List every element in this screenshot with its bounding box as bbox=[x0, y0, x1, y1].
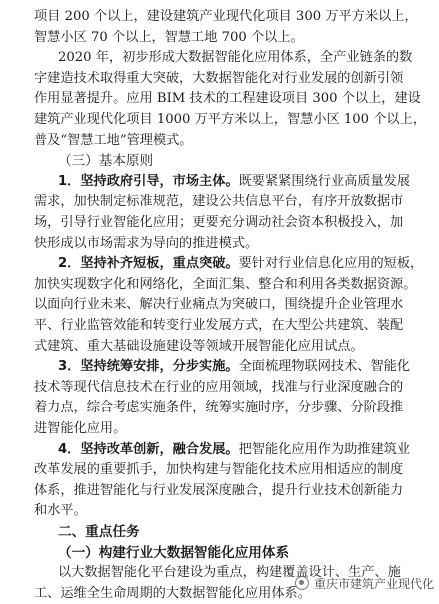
text-line: 工、运维全生命周期的大数据智能化应用体系。 bbox=[34, 585, 311, 601]
text-line: 智慧小区 70 个以上，智慧工地 700 个以上。 bbox=[34, 29, 304, 45]
principle-3-lead: 3．坚持统筹安排，分步实施。 bbox=[58, 359, 239, 375]
text-line: 项目 200 个以上，建设建筑产业现代化项目 300 万平方米以上， bbox=[34, 9, 418, 24]
text-line: 平、行业监管效能和转变行业发展方式，在大型公共建筑、装配 bbox=[34, 318, 404, 333]
text-line: 作用显著提升。应用 BIM 技术的工程建设项目 300 个以上，建设 bbox=[34, 91, 421, 107]
text-line: 以大数据智能化平台建设为重点，构建覆盖设计、生产、施 bbox=[58, 565, 401, 581]
text-line: 2020 年，初步形成大数据智能化应用体系，全产业链条的数 bbox=[58, 50, 413, 66]
text-line: 建筑产业现代化项目 1000 万平方米以上，智慧小区 100 个以上， bbox=[34, 112, 426, 127]
text-line: 普及“智慧工地”管理模式。 bbox=[34, 132, 193, 148]
text-line: 场，引导行业智能化应用；更要充分调动社会资本积极投入，加 bbox=[34, 215, 404, 230]
text-line: 着力点，综合考虑实施条件，统筹实施时序，分步骤、分阶段推 bbox=[34, 400, 404, 416]
wechat-logo-icon bbox=[295, 576, 309, 590]
section-heading-key-tasks: 二、重点任务 bbox=[58, 524, 140, 540]
principle-1-lead: 1．坚持政府引导，市场主体。 bbox=[58, 173, 239, 189]
text-line: 体系，推进智能化与行业发展深度融合，提升行业技术创新能力 bbox=[34, 482, 404, 498]
text-line: 技术等现代信息技术在行业的应用领域，找准与行业深度融合的 bbox=[34, 379, 404, 395]
principle-2-text: 要针对行业信息化应用的短板， bbox=[238, 256, 424, 272]
text-line: 字建造技术取得重大突破，大数据智能化对行业发展的创新引领 bbox=[34, 70, 404, 86]
principle-1-text: 既要紧紧围绕行业高质量发展 bbox=[238, 173, 411, 189]
text-line: 进智能化应用。 bbox=[34, 421, 127, 436]
principle-2-lead: 2．坚持补齐短板，重点突破。 bbox=[58, 256, 239, 272]
text-line: 以面向行业未来、解决行业痛点为突破口，围绕提升企业管理水 bbox=[34, 297, 404, 313]
principle-4-text: 把智能化应用作为助推建筑业 bbox=[238, 441, 411, 457]
section-heading-basic-principles: （三）基本原则 bbox=[58, 153, 154, 170]
watermark-text: 重庆市建筑产业现代化 bbox=[314, 576, 435, 591]
text-line: 和水平。 bbox=[34, 503, 87, 519]
text-line: 式建筑、重大基础设施建设等领域开展智能化应用试点。 bbox=[34, 338, 364, 354]
principle-3-text: 全面梳理物联网技术、智能化 bbox=[238, 359, 411, 375]
text-line: 需求，加快制定标准规范，建设公共信息平台，有序开放数据市 bbox=[34, 194, 404, 210]
text-line: 加快实现数字化和网络化，全面汇集、整合和利用各类数据资源。 bbox=[34, 276, 417, 292]
watermark bbox=[295, 573, 434, 593]
text-line: 改革发展的重要抓手，加快构建与智能化技术应用相适应的制度 bbox=[34, 462, 404, 478]
text-line: 快形成以市场需求为导向的推进模式。 bbox=[34, 235, 259, 251]
subsection-heading-1: （一）构建行业大数据智能化应用体系 bbox=[58, 544, 290, 561]
principle-4-lead: 4．坚持改革创新，融合发展。 bbox=[58, 441, 239, 457]
